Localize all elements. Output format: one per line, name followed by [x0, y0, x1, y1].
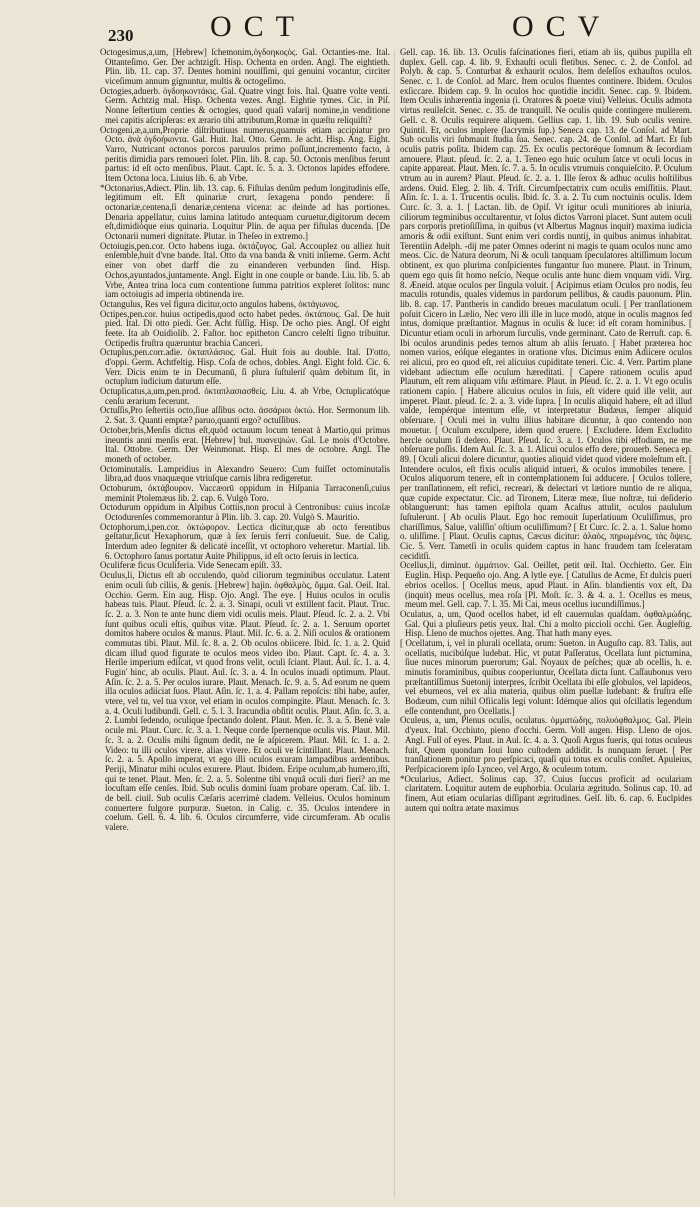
entry-oculatus: Oculatus, a, um, Quod ocellos habet, id eſt cauernulas quaſdam. ὀφθαλμώδης. Gal. Qui a pluſieurs petis yeux. Ital. Chi a molto piccioli occhi. Ger. Äugleſtig. Hisp. Lleno de muchos ojettes. Ang. That hath many eyes. [400, 608, 692, 639]
page-number: 230 [108, 26, 134, 45]
entry-ocellus: Ocellus,li, diminut. ὀμμάτιον. Gal. Oeillet, petit œil. Ital. Occhietto. Ger. Ein Euglin. Hisp. Pequeño ojo. Ang. A lytle eye. [ Catullus de Acme, Et dulcis pueri ebrios ocellos. [ Ocellus meus, apud Plaut. in Aſin. blandientis vox eſt, Da (inquit) meus ocellus, mea roſa [Pl. Moſt. ſc. 3. & 4. a. 1. Ocellus es meus, meum mel. Gell. cap. 7. l. 35. Mi Cai, meus ocellus iucundiſſimus.] [400, 560, 692, 610]
entry-octogesimus: Octogesimus,a,um, [Hebrew] ſchemonim,ὀγδοηκοςὸς. Gal. Octanties-me. Ital. Ottanteſimo. Ger. Der achtzigſt. Hisp. Ochenta en orden. Angl. The eightieth. Plin. lib. 11. cap. 37. Dentes homini nouiſſimi, qui genuini vocantur, circiter viceſimum annum gignuntur, multis & octogeſimo. [100, 48, 390, 87]
entry-octangulus: Octangulus, Res vel figura dicitur,octo angulos habens, ὀκτάγωνος. [100, 298, 340, 309]
column-divider [394, 50, 395, 1198]
entry-oculus: Oculus,li, Dictus eſt ab occulendo, quòd ciliorum tegminibus occulatur. Latent enim oculi ſub ciliis, & genis. [Hebrew] hajin. ὀφθαλμὸς, ὄμμα. Gal. Oeil. Ital. Occhio. Germ. Ein aug. Hisp. Ojo. Angl. The eye. [ Huius oculos in oculis habeas tuis. Plaut. Pſeud. ſc. 2. a. 3. Sinapi, oculi vt extillent facit. Plaut. Truc. ſc. 2. a. 3. Non te ante hunc diem vidi oculis meis. Plaut. Pſeud. ſc. 2. a. 2. Vbi ſunt quibus oculi eſtis, quibus vitæ. Plaut. Pſeud. ſc. 2. a. 1. Seruum oportet domitos habere oculos & manus. Plaut. Mil. ſc. 6. a. 2. Niſi oculos & orationem commutas tibi. Plaut. Mil. ſc. 8. a. 2. Ob oculos obiicere. Ibid. ſc. 1. a. 2. Quid dicam illud quod figurate te oculos meos video ibo. Plaut. Capt. ſc. 4. a. 3. Herile imperium ediſcat, vt quod frons velit, oculi ſciant. Plaut. Aul. ſc. 1. a. 4. Fugin' hinc, ab oculis. Plaut. Aul. ſc. 3. a. 4. In oculos inuadi optimum. Plaut. Aſin. ſc. 2. a. 5. Per oculos iurare. Plaut. Menach. ſc. 9. a. 5. Ad eorum ne quem illa oculos adiiciat ſuos. Plaut. Aſin. ſc. 1. a. 4. Pallam repoſcis: tibi habe, aufer, vtere, vel tu, vel tua vxor, vel etiam in oculos compingite. Plaut. Menach. ſc. 3. a. 4. Oculi ludibundi. Gell. c. 5. l. 3. Iracundia obſitit oculis. Plaut. Aſin. ſc. 3. a. 2. Lumbi ſedendo, oculique ſpectando dolent. Plaut. Men. ſc. 3. a. 5. Benè vale ocule mi. Plaut. Curc. ſc. 3. a. 1. Neque corde ſpernenque oculis vis. Plaut. Mil. ſc. 3. a. 2. Oculis mihi ſignum dedit, ne ſe aſpicerem. Plaut. Mil. ſc. 1. a. 2. Video: tu illi oculos virere. alias vivere. Et oculi ve ſcintillant. Plaut. Menach. ſc. 2. a. 5. Apollo imperat, vt ego illi oculos exuram lampadibus ardentibus. Periji, Minatur mihi oculos exurere. Plaut. Ibidem. Eripe oculum,ab humero,iſti, qui te tenet. Plaut. Men. ſc. 2. a. 5. Solentne tibi vnquâ oculi duri fieri? an me locuſtam eſſe cenſes. Ibid. Sub oculis domini ſuam probare operam. Caſ. lib. 1. de bell. ciuil. Sub oculis Cæſaris acerrimè cladem. Velleius. Oculos hominum conuertere fulgore purpuræ. Sueton. in Calig. c. 35. Oculos intendere in coelum. Gell. 6. 4. lib. 6. Oculos circumferre, vide circumferam. Ab oculis valere. [100, 570, 390, 832]
entry-ocularius: *Ocularius, Adiect. Solinus cap. 37. Cuius ſuccus proficit ad oculariam claritatem. Loquitur autem de euphorbia. Ocularia ægritudo. Solinus cap. 10. ad finem, Aut etiam ocularias diſſipant ægritudines. Gelſ. lib. 6. cap. 6. Euclpides autem qui noſtra ætate maximus [400, 773, 692, 813]
entry-octuplus: Octuplus,pen.corr.adie. ὀκταπλάσιος. Gal. Huit fois au double. Ital. D'otto, d'oppi. Germ. Achtfeltig. Hisp. Coſa de ochos, dobles. Angl. Eight fold. Cic. 6. Verr. Dicis enim te in Decumanū, ſi plura ſuſtuleriſ quàm debitum ſit, in octuplum iudicium daturum eſſe. [100, 347, 390, 387]
entry-oculeus: Oculeus, a, um, Plenus oculis, oculatus. ὀμματώδης, πολυόφθαλμος. Gal. Plein d'yeux. Ital. Occhiuto, pieno d'occhi. Germ. Voll augen. Hisp. Lleno de ojos. Angl. Full of eyes. Plaut. in Aul. ſc. 4. a. 3. Quoſi Argus fueris, qui totus oculeus fuit, Quem quondam Ioui Iuno cuſtodem addidit. Is nunquam ſeruet. [ Per tranſlationem ponitur pro perſpicaci, quaſi qui totus ex oculis conſtet. Apuleius, Perſpicaciorem ipſo Lynceo, vel Argo, & oculeum totum. [400, 715, 692, 774]
left-column [100, 48, 390, 1198]
entry-octipes: Octipes,pen.cor. huius octipedis,quod octo habet pedes. ὀκτάπους. Gal. De huit pied. Ital. Di otto piedi. Ger. Acht füſſig. Hisp. De ocho pies. Angl. Of eight feete. Ita ab Ouidiolib. 2. Faſtor. hoc epitheton Cancro celeſti ſigno tribuitur. Octipedis fruſtra quæruntur brachia Canceri. [100, 308, 390, 348]
entry-octoburum: Octoburum, ὀκτάβουρον. Vaccæorū oppidum in Hiſpania Tarraconenſi,cuius meminit Ptolemæus lib. 2. cap. 6. Vulgò Toro. [100, 482, 390, 503]
entry-octogies: Octogies,aduerb. ὀγδοηκοντάκις. Gal. Quatre vingt fois. Ital. Quatre volte venti. Germ. Achtzig mal. Hisp. Ochenta vezes. Angl. Eightie tymes. Cic. in Piſ. Nonne ſeſtertium centies & octogies, quod quaſi vaſarij nomine,in venditione mei capitis aſcripſeras: ex ærario tibi attributum,Romæ in quæſtu reliquiſti? [100, 85, 390, 125]
entry-octogeni: Octogeni,æ,a,um,Proprie diſtributiuus numerus,quamuis etiam accipiatur pro Octo. ἀνὰ ὀγδοήκοντα. Gal. Huit. Ital. Otto. Germ. Je acht. Hisp. Ang. Eight. Varro, Nutricant octonos porcos paruulos primo poſſunt,incremento facto, à peritis dimidia pars remouerì ſolet. Plin. lib. 8. cap. 50. Octonis menſibus ferunt partus: id eſt octo menſibus. Plaut. Capt. ſc. 5. a. 3. Octonos lapides effodere. Item Octona loca. Liuius lib. 6. ab Vrbe. [100, 124, 390, 183]
entry-octominutalis: Octominutalis. Lampridius in Alexandro Seuero: Cum fuiſſet octominutalis libra,ad duos vnaquæque vtriuſque carnis libra redigeretur. [100, 463, 390, 484]
page-header [0, 0, 700, 48]
entry-ocellatum: [ Ocellatum, i, vel in plurali ocellata, orum: Sueton. in Auguſto cap. 83. Talis, aut ocellatis, nucibúſque ludebat. Hic, vt putat Paſſeratus, Ocellata ſunt pictumina, ſiue nuces minorum puerorum; Gal. Noyaux de peſches; quæ ab ocellis, h. e. minutis foraminibus, quibus cooperiuntur, Ocellata dicta ſunt. Caſſaubonus vero præſtantiſſimus Suetonij interpres, ſcribit Ocellata ibi eſſe globulos, vel lapideos, vel eburneos, vel ex alia materia, quibus olim puellæ ludebant: & fruſtra eſſe Bodæum, cum nihil Ofiicalis legi volunt: Idémque alios qui oſcillatis legendum eſſe contendunt, pro Ocellatis.] [400, 637, 692, 716]
entry-october: October,bris,Menſis dictus eſt,quòd octauum locum teneat à Martio,qui primus ineuntis anni menſis erat. [Hebrew] bul. πυανεψιών. Gal. Le mois d'Octobre. Ital. Ottobre. Germ. Der Weinmonat. Hisp. El mes de octobre. Angl. The moneth of october. [100, 424, 390, 464]
entry-octoiugis: Octoiugis,pen.cor. Octo habens iuga. ὀκτάζυγος. Gal. Accouplez ou alliez huit enſemble,huit d'vne bande. Ital. Otto da vna banda & vniti inſieme. Germ. Acht einer von obet darff die zu einanderen verbunden ſind. Hisp. Ochos,ayuntados,juntamente. Angl. Eight in one couple or bande. Liu. lib. 5. ab Vrbe, Antea trina loca cum contentione ſumma patritios expleret ſolitos: nunc iam octoiugis ad imperia obtinenda ire. [100, 240, 390, 300]
running-head-right: OCV [512, 10, 612, 43]
running-head-left: OCT [210, 10, 306, 43]
entry-oculus-continued: Gell. cap. 16. lib. 13. Oculis faſcinationes fieri, etiam ab iis, quibus pupilla eſt duplex. Gell. cap. 4. lib. 9. Exhauſti oculi fletibus. Senec. c. 2. de Confol. ad Polyb. & cap. 5. Conturbat & exhaurit oculos. Item deſeſſos exhauſtos oculos. Senec. c. 1. de Conſol. ad Marc. Item oculos fluentes continere. Ibidem. Oculos exſiccare. Ibidem cap. 9. In oculos hoc quotidie incidit. Senec. cap. 9. Ibidem. Item Oculis inhærentia ingenia (i. Oratores & poetæ viui) Velleius. Oculis admota virtus reuileſcit. Senec. c. 35. de tranquill. Ne oculis quide contingere mulierem. Gell. c. 8. Oculis requirere aliquem. Gellius cap. 1. lib. 19. Sub oculis venire. Quintil. Et, oculos implere (lacrymis ſup.) Seneca cap. 13. de Conſol. ad Mart. Sub oculis viri ſubmauit ſtudia ſua. Senec. cap. 24. de Conſol. ad Mart. Et ſub oculis patris poſita. Ibidem cap. 25. Ex oculis pectoréque ſomnum & ſecordiam amouere. Plaut. pſeud. ſc. 2. a. 1. Teneo ego huic oculum ſatce vt oculi locus in capite appareat. Plaut. Men. ſc. 7. a. 5. In oculis vtrumuis conquieſcito. P. Oculum vtrum au in aurem? Plaut. Pſeud. ſc. 2. a. 1. Ille ſerox & adhuc oculis hoſtilibus ardens. Ouid. Eleg. 2. lib. 4. Triſt. Circumſpectatrix cum oculis emiſſitiis. Plaut. Aſin. ſc. 1. a. 1. Trucentis oculis. Ibid. ſc. 3. a. 2. Tu cum noctuinis oculis. Idem Curc. ſc. 3. a. 1. [ Lactan. lib. de Opiſ. Vt igitur oculi munitiores ab iniuria, ciliorum tegminibus occultarentur, vt ſolus dictos Varroni placet. Sunt autem oculi pars corporis pretioſiſſima, in quibus (vt Albertus Magnus inquit) maxima iudicia amoris & odii exiſtunt. Sunt enim veri cordis nuntij, in quibus animus inhabitat. Terentiin Adelph. -dij me pater Omnes oderint ni magis te quam oculos nunc amo meos. Cic. de Natura deorum, Ni & oculi tanquam ſpeculatores altiſſimum locum obtinent, ex quo plurima conſpicientes fungantur ſuo munere. Plaut. in Trinum, quem ego quis ſit homo neſcio, Neque oculis ante hunc diem vnquam vidi. Virg. 8. Æneid. atque oculos per ſingula voluit. [ Acipimus etiam Oculos pro nodis, ſeu maculis rotundis, quales videmus in pardorum pellibus, & caudis pauonum. Plin. lib. 8. cap. 17. Pantheris in candido breues maculatum oculi. [ Per tranſlationem poſuit Cicero in Lælio, Nec vero illi ille in luce modò, atque in oculis magnos ſed intus, domique præſtantior. Magnus in oculis & luce: id eſt coram hominibus. [ Dicuntur etiam oculi in arborum ſurculis, vnde germinant. Cato de Rerruſt. cap. 6. Ibi oculos arundinis pedes ternos altum ab aliis ſeruato. [ Habet præterea hoc nomen varios, eóſque elegantes in oratione vſus. Dicimus enim Adiicere oculos rei alicui, pro eo quod eſt, rei alicuius cupiditate teneri. Cic. 4. Verr. Partim plane videbant adiectum eſſe oculum hæreditati. [ Capere rationem oculis apud Plautum, eſt rem aliquam viſu æſtimare. Plaut. in Pſeud. ſc. 2. a. 1. Vt ego oculis rationem capio. [ Habere alicuius oculos in ſuis, eſt videre quid ille velit, aut imperet. Plaut. pſeud. ſc. 2. a. 3. vide ſupra. [ In oculis aliquid habere, eſt ad illud valde, ſempérque intentum eſſe, vt interpretatur Budæus, ſemper aliquid obſeruare. [ Oculi mei in vultu illius habitare dicuntur, à quo contendo non mouetur. [ Oculum exculpere, idem quod eruere. [ Excludere. Idem Excludito hercle oculum ſi dedero. Plaut. Pſeud. ſc. 3. a. 1. Oculos tibi effodiam, ne me obſeruare poſſis. Idem Aul. ſc. 3. a. 1. Alicui oculos effo dere, prouerb. Seneca ep. 89. [ Oculi alicui dolere dicuntur, quoties aliquid videt quod videre moleſtum eſt. [ Intendere oculos, eſt fixis oculis aliquid intueri, & oculos immobiles tenere. [ Oculos aliquorum tenere, eſt in contemplationem ſui adducere. [ Oculos tollere, per tranſlationem, eſt reficì, recreari, & delectari vt lætiore nuntio de re aliqua, quæ cupide expectatur. Cic. ad Tironem, Literæ meæ, ſiue noſtræ, tui deſiderio oblanguerunt: has tamen epiſtola quam Acaſtus attulit, oculos paululum ſuſtulerunt. [ Ab oculis Plaut. Ego hoc remouit ſuperlatiuum Oculiſſimus, pro chariſſimus, Salue, valiſſin' oſtium oculiſſimum? [ Et Curc. ſc. 2. a. 1. Salue homo o. uliſſime. [ Plaut. Oculis captus, Cæcus dicitur: ἀλαὸς, πηρωμένος, τὰς ὄψεις. Cic. 5. Verr. Tametſi in oculis quidem captus in hanc fraudem tam ſceleratam ceciditſi. [400, 48, 692, 561]
right-column [400, 48, 692, 1198]
entry-octonarius: *Octonarius,Adiect. Plin. lib. 13. cap. 6. Fiſtulas denûm pedum longitudinis eſſe, legitimum eſt. Eſt quinariæ crurt, ſexagena pondo pendere: ſi octonariæ,centena,ſi denariæ,centena vicena: ac deinde ad has portiones. Denaria appellatur, cuius lamina latitudo antequam curuetur,digitorum decem eſt,dimidiòque eius quinaria. Loquitur Plin. de aqua per fiſtulas ducenda. [De Octonarii numeri dignitate. Plutar. in Theſeo in extremo.] [100, 182, 390, 242]
entry-octussis: Octuſſis,Pro ſeſtertiis octo,ſiue aſſibus octo. ἀσσάριοι ὀκτώ. Hor. Sermonum lib. 2. Sat. 3. Quanti emptæ? paruo,quanti ergo? octuſſibus. [100, 405, 390, 426]
entry-octophorum: Octophorum,i,pen.cor. ὀκτώφορον. Lectica dicitur,quæ ab octo ferentibus geſtatur,ſicut Hexaphorum, quæ à ſex ſeruis ferri conſueuit. Sue. de Calig. Interdum adeo ſegniter & delicatè inceſſit, vt octophoro veheretur. Martial. lib. 6. Octophoro ſanus portatur Auite Philippus, id eſt octo ſeruis in lectica. [100, 521, 390, 561]
entry-octuplicatus: Octuplicatus,a,um,pen.prod. ὀκταπλασιασθείς. Liu. 4. ab Vrbe, Octuplicatóque cenſu ærarium fecerunt. [100, 386, 390, 406]
entry-oculiferae: Oculiferæ ficus Oculiferia. Vide Senecam epiſt. 33. [100, 560, 282, 571]
entry-octodurum: Octodurum oppidum in Alpibus Cottiis,non procul à Centronibus: cuius incolæ Octodurenſes commemorantur à Plin. lib. 3. cap. 20. Vulgò S. Mauritio. [100, 502, 390, 522]
